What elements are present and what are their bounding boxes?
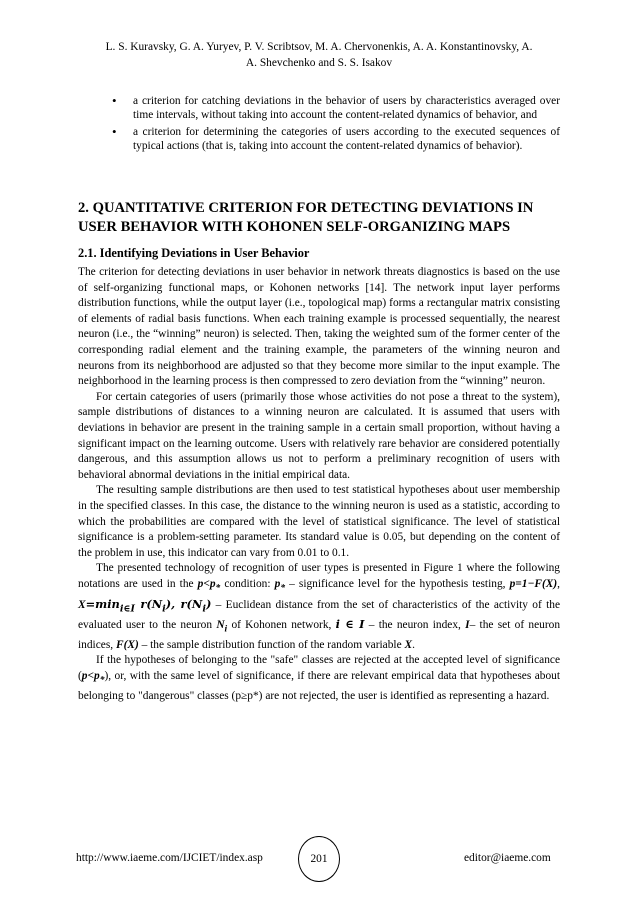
i-subscript-2: i <box>202 603 206 615</box>
paragraph-4 <box>78 561 560 653</box>
text: ), or, with the same level of significance, if there are relevant empirical data that hypotheses about belonging to "dangerous" classes (p≥p*) are not rejected, the user is identified as representing a hazard. <box>78 669 560 702</box>
list-item: • a criterion for determining the categories of users according to the executed sequences of typical actions (that is, taking into account the content-related dynamics of behavior). <box>110 125 560 154</box>
star-subscript: * <box>280 583 286 594</box>
footer-url-link[interactable]: http://www.iaeme.com/IJCIET/index.asp <box>76 852 263 864</box>
running-header <box>70 40 568 72</box>
index-formula: i ∈ I <box>335 616 365 631</box>
paragraph-1: The criterion for detecting deviations in user behavior in network threats diagnostics is based on the use of self-organizing functional maps, or Kohonen networks [14]. The network input layer performs distribution functions, while the output layer (i.e., topological map) forms a rectangular matrix consisting of elements of radial basis functions. When each training example is processed sequentially, the nearest neuron (i.e., the “winning” neuron) is selected. Then, taking the weighted sum of the former center of the corresponding radial element and the training example, the parameters of the winning neuron and neurons from its neighborhood are adjusted so that they become more similar to the input example. The neighborhood in the learning process is then compressed to zero deviation from the “winning” neuron. <box>78 266 560 388</box>
page-number: 201 <box>310 853 328 865</box>
n-subscript: i <box>224 623 228 634</box>
p-symbol: p <box>274 577 281 590</box>
condition-text: p<p <box>197 577 216 590</box>
r-text-2: ), r(N <box>165 596 203 611</box>
list-item: • a criterion for catching deviations in the behavior of users by characteristics averaged over time intervals, without taking into account the content-related dynamics of behavior, and <box>110 94 560 123</box>
neuron-symbol <box>216 618 228 634</box>
condition-text: p<p <box>81 669 100 682</box>
text: . <box>412 638 415 651</box>
text: – significance level for the hypothesis testing, <box>285 577 510 590</box>
r-text: r(N <box>134 596 163 611</box>
text: – the set of neuron indices, <box>78 618 561 651</box>
p-formula: p=1−F(X) <box>509 577 558 590</box>
paragraph-2: For certain categories of users (primarily those whose activities do not pose a threat to the system), sample distributions of distances to a winning neuron are calculated. It is assumed that users with deviations in behavior are present in the training sample in a certain small proportion, without having a significant impact on the learning outcome. Users with relatively rare behavior are considered potentially dangerous, and this assumption allows us not to perform a preliminary recognition of users with behavioral abnormal deviations in the initial empirical data. <box>78 390 560 481</box>
x-symbol: X <box>78 598 86 611</box>
text: , <box>557 577 561 590</box>
text: If the hypotheses of belonging to the "safe" classes are rejected at the accepted level of significance ( <box>78 654 560 682</box>
page-number-badge <box>298 836 340 882</box>
condition-formula <box>81 669 105 685</box>
min-text: =min <box>85 596 120 611</box>
text: – the sample distribution function of the random variable <box>138 638 405 651</box>
authors-line-1: L. S. Kuravsky, G. A. Yuryev, P. V. Scribtsov, M. A. Chervonenkis, A. A. Konstantinovsky, A. <box>105 41 533 53</box>
min-formula <box>85 596 212 615</box>
bullet-list <box>110 94 560 156</box>
text: – Euclidean distance from the set of characteristics of the activity of the evaluated user to the neuron <box>78 598 560 631</box>
footer-email-link[interactable]: editor@iaeme.com <box>464 852 551 864</box>
section-heading: 2. QUANTITATIVE CRITERION FOR DETECTING DEVIATIONS IN USER BEHAVIOR WITH KOHONEN SELF-ORGANIZING MAPS <box>78 200 534 235</box>
condition-subscript: * <box>215 583 221 594</box>
min-subscript: i∈I <box>119 603 135 615</box>
body-text <box>78 265 560 704</box>
fx-symbol: F(X) <box>115 638 139 651</box>
condition-formula <box>197 577 221 594</box>
paragraph-3: The resulting sample distributions are then used to test statistical hypotheses about user membership in the specified classes. In this case, the distance to the winning neuron is used as a statistic, according to which the probabilities are compared with the level of statistical significance. The level of statistical significance is a problem-setting parameter. Its standard value is 0.05, but depending on the content of the problem in use, this indicator can vary from 0.01 to 0.1. <box>78 484 560 559</box>
p-star-symbol <box>274 577 286 594</box>
I-symbol: I <box>465 618 470 631</box>
text: – the neuron index, <box>364 618 466 631</box>
n-symbol: N <box>216 618 225 631</box>
x-variable: X <box>404 638 413 651</box>
authors-line-2: A. Shevchenko and S. S. Isakov <box>245 56 393 69</box>
i-subscript: i <box>162 603 166 615</box>
subsection-heading: 2.1. Identifying Deviations in User Behavior <box>78 246 310 260</box>
text: condition: <box>220 577 275 590</box>
close-paren: ) <box>205 596 212 611</box>
text: of Kohonen network, <box>227 618 336 631</box>
paragraph-5 <box>78 653 560 704</box>
text: The presented technology of recognition of user types is presented in Figure 1 where the following notations are used in the <box>78 562 560 590</box>
condition-subscript: * <box>99 674 105 685</box>
